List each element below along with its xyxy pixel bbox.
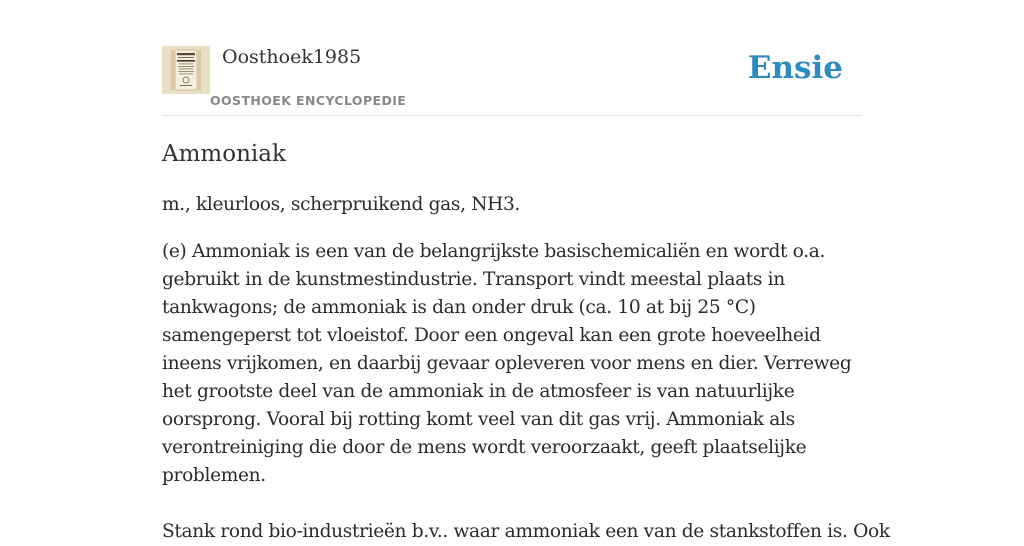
source-label: OOSTHOEK ENCYCLOPEDIE	[210, 93, 407, 108]
definition-paragraph-continued: Stank rond bio-industrieën b.v.. waar ammoniak een van de stankstoffen is. Ook	[162, 521, 890, 542]
page-title: Ammoniak	[162, 141, 286, 167]
title-page-avatar-icon	[162, 46, 210, 94]
definition-content	[162, 138, 890, 546]
author-username-link[interactable]: Oosthoek1985	[222, 46, 362, 68]
brand-logo-link[interactable]: Ensie	[747, 50, 843, 86]
definition-short: m., kleurloos, scherpruikend gas, NH3.	[162, 194, 521, 215]
avatar[interactable]	[162, 46, 210, 94]
definition-paragraph: (e) Ammoniak is een van de belangrijkste basischemicaliën en wordt o.a. gebruikt in de kunstmestindustrie. Transport vindt meestal plaats in tankwagons; de ammoniak is dan onder druk (ca. 10 at bij 25 °C) samengeperst tot vloeistof. Door een ongeval kan een grote hoeveelheid ineens vrijkomen, en daarbij gevaar opleveren voor mens en dier. Verreweg het grootste deel van de ammoniak in de atmosfeer is van natuurlijke oorsprong. Vooral bij rotting komt veel van dit gas vrij. Ammoniak als verontreiniging die door de mens wordt veroorzaakt, geeft plaatselijke problemen.	[162, 241, 852, 486]
definition-header	[162, 44, 862, 116]
